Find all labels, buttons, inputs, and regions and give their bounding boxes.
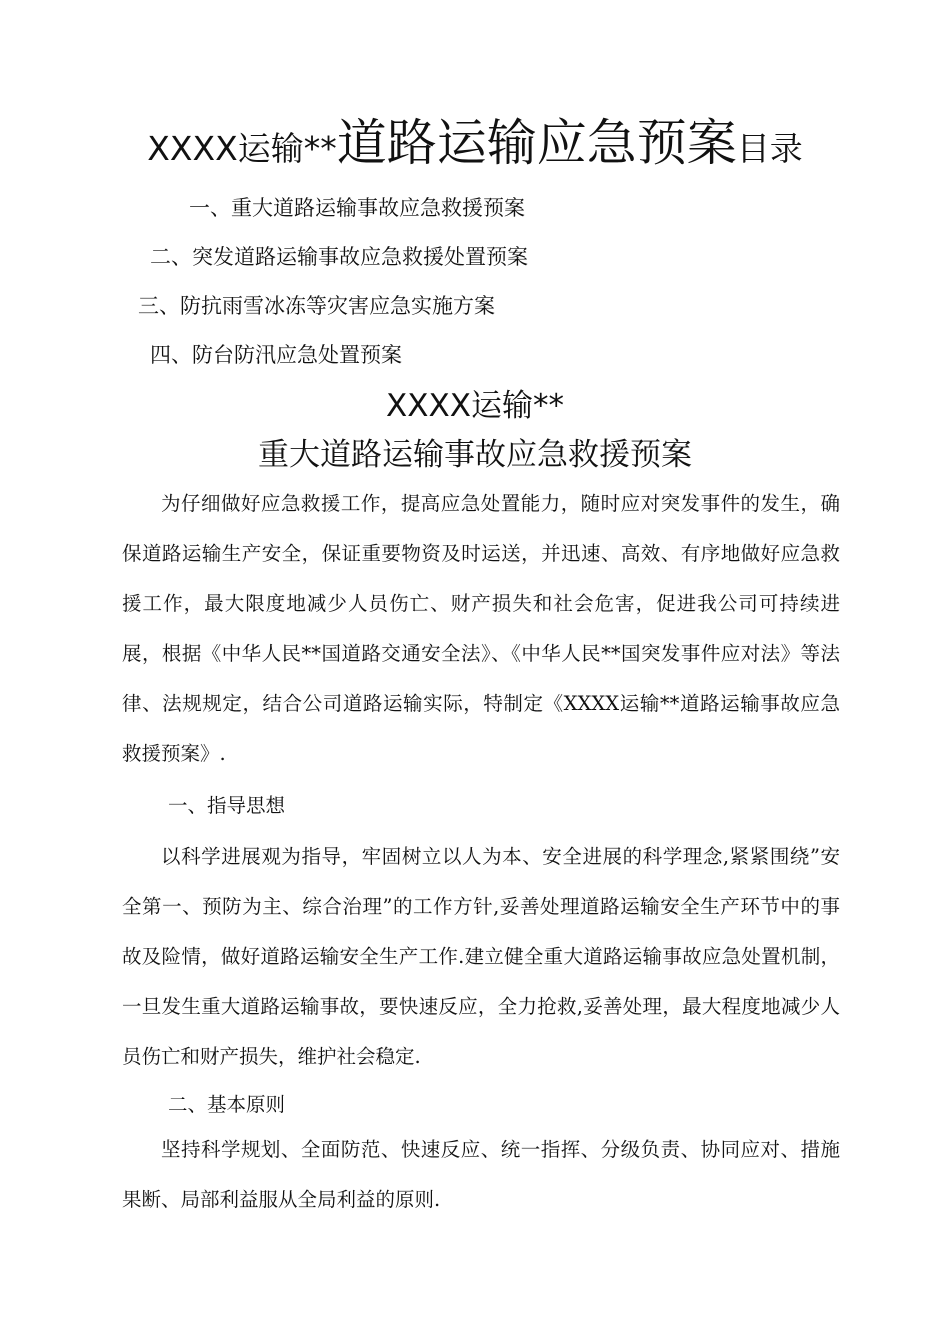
- title-prefix: XXXX运输**: [147, 129, 337, 168]
- heading-guiding-ideology: 一、指导思想: [168, 794, 286, 817]
- toc-item-1: 一、重大道路运输事故应急救援预案: [189, 196, 525, 220]
- basic-principles-paragraph: 坚持科学规划、全面防范、快速反应、统一指挥、分级负责、协同应对、措施果断、局部利益服从全局利益的原则.: [122, 1138, 840, 1211]
- section-title-line1: XXXX运输**: [386, 388, 564, 424]
- document-title: [0, 108, 950, 190]
- heading-basic-principles: 二、基本原则: [168, 1093, 286, 1116]
- section-title-line2: 重大道路运输事故应急救援预案: [258, 437, 692, 473]
- toc-item-3: 三、防抗雨雪冰冻等灾害应急实施方案: [138, 294, 495, 318]
- toc-item-4: 四、防台防汛应急处置预案: [150, 343, 402, 367]
- intro-paragraph: 为仔细做好应急救援工作，提高应急处置能力，随时应对突发事件的发生，确保道路运输生产安全，保证重要物资及时运送，并迅速、高效、有序地做好应急救援工作，最大限度地减少人员伤亡、财产损失和社会危害，促进我公司可持续进展，根据《中华人民**国道路交通安全法》、《中华人民**国突发事件应对法》等法律、法规规定，结合公司道路运输实际，特制定《XXXX运输**道路运输事故应急救援预案》.: [122, 492, 840, 765]
- title-main: 道路运输应急预案: [336, 114, 737, 172]
- title-suffix: 目录: [736, 129, 803, 168]
- toc-item-2: 二、突发道路运输事故应急救援处置预案: [150, 245, 528, 269]
- guiding-ideology-paragraph: 以科学进展观为指导，牢固树立以人为本、安全进展的科学理念,紧紧围绕”安全第一、预防为主、综合治理”的工作方针,妥善处理道路运输安全生产环节中的事故及险情，做好道路运输安全生产工作.建立健全重大道路运输事故应急处置机制，一旦发生重大道路运输事故，要快速反应，全力抢救,妥善处理，最大程度地减少人员伤亡和财产损失，维护社会稳定.: [122, 845, 840, 1068]
